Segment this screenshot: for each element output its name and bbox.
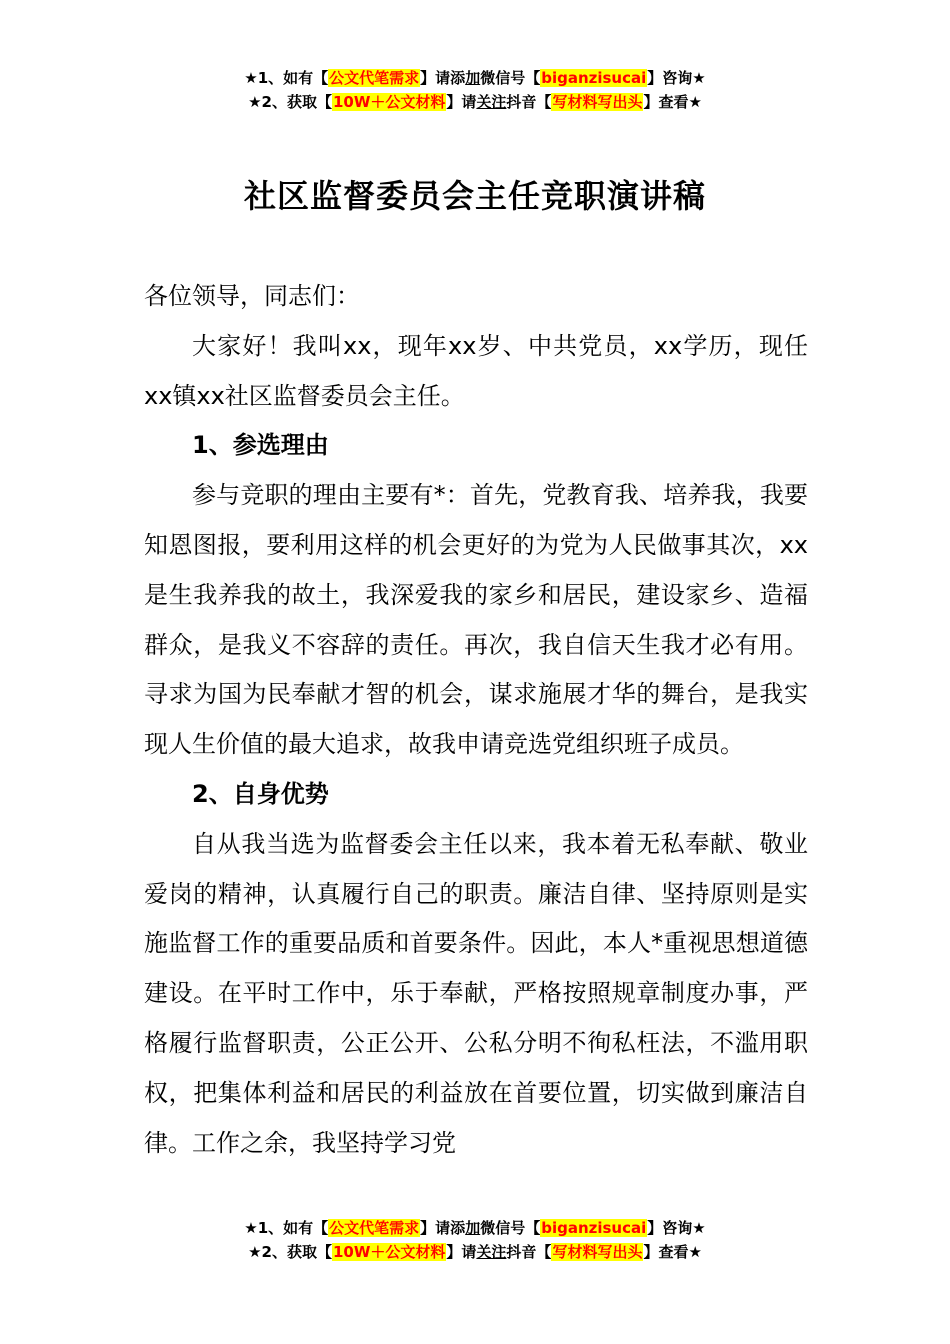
strengths-paragraph: 自从我当选为监督委会主任以来，我本着无私奉献、敬业爱岗的精神，认真履行自己的职责。廉洁自律、坚持原则是实施监督工作的重要品质和首要条件。因此，本人*重视思想道德建设。在平时工作中，乐于奉献，严格按照规章制度办事，严格履行监督职责，公正公开、公私分明不徇私枉法，不滥用职权，把集体利益和居民的利益放在首要位置，切实做到廉洁自律。工作之余，我坚持学习党 [144, 829, 808, 1157]
wechat-id: biganzisucai [541, 1219, 647, 1237]
wechat-id: biganzisucai [541, 69, 647, 87]
section-heading-2: 2、自身优势 [192, 779, 329, 808]
underlined-text: 关注 [476, 93, 507, 111]
banner-text: 抖音【 [506, 1243, 552, 1261]
douyin-account: 写材料写出头 [552, 93, 643, 111]
banner-text: ★2、获取【 [248, 93, 332, 111]
highlight-text: 10W＋公文材料 [332, 1243, 446, 1261]
highlight-text: 公文代笔需求 [329, 1219, 420, 1237]
douyin-account: 写材料写出头 [552, 1243, 643, 1261]
banner-line-2 [0, 1240, 950, 1264]
header-banner [0, 66, 950, 114]
banner-text: 】查看★ [643, 1243, 702, 1261]
underlined-text: 加 [465, 1219, 481, 1237]
highlight-text: 10W＋公文材料 [332, 93, 446, 111]
banner-text: 】咨询★ [647, 1219, 706, 1237]
highlight-text: 公文代笔需求 [329, 69, 420, 87]
intro-paragraph: 大家好！我叫xx，现年xx岁、中共党员，xx学历，现任xx镇xx社区监督委员会主任。 [144, 331, 808, 410]
banner-text: 】请添 [420, 1219, 466, 1237]
banner-text: 】请添 [420, 69, 466, 87]
footer-banner [0, 1216, 950, 1264]
underlined-text: 加 [465, 69, 481, 87]
banner-text: 微信号【 [480, 69, 541, 87]
banner-line-1 [0, 1216, 950, 1240]
reasons-paragraph: 参与竞职的理由主要有*：首先，党教育我、培养我，我要知恩图报，要利用这样的机会更好的为党为人民做事其次，xx是生我养我的故土，我深爱我的家乡和居民，建设家乡、造福群众，是我义不容辞的责任。再次，我自信天生我才必有用。寻求为国为民奉献才智的机会，谋求施展才华的舞台，是我实现人生价值的最大追求，故我申请竞选党组织班子成员。 [144, 481, 808, 759]
banner-text: 抖音【 [506, 93, 552, 111]
banner-text: 】请 [446, 93, 477, 111]
banner-text: ★1、如有【 [244, 69, 329, 87]
banner-text: 】请 [446, 1243, 477, 1261]
banner-text: ★2、获取【 [248, 1243, 332, 1261]
section-heading-1: 1、参选理由 [192, 431, 329, 460]
banner-text: 微信号【 [480, 1219, 541, 1237]
salutation: 各位领导，同志们： [144, 282, 360, 310]
underlined-text: 关注 [476, 1243, 507, 1261]
banner-line-1 [0, 66, 950, 90]
banner-text: ★1、如有【 [244, 1219, 329, 1237]
banner-text: 】查看★ [643, 93, 702, 111]
banner-text: 】咨询★ [647, 69, 706, 87]
document-body [144, 272, 808, 1168]
banner-line-2 [0, 90, 950, 114]
document-title: 社区监督委员会主任竞职演讲稿 [243, 177, 706, 215]
